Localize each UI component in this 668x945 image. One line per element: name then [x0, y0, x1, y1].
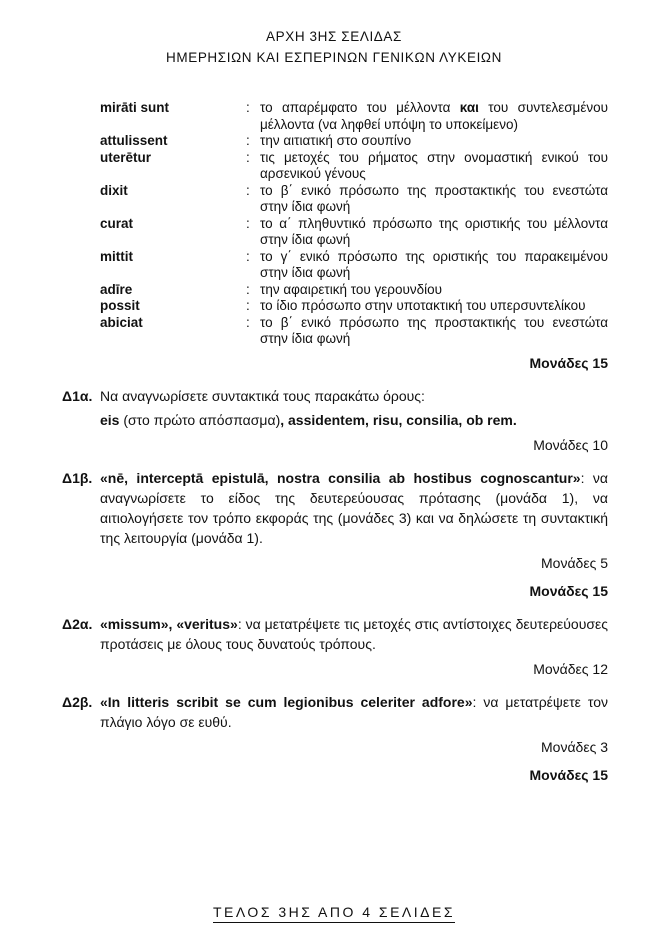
vocab-row	[100, 100, 608, 133]
text-segment: του συντελεσμένου μέλλοντα (να ληφθεί υπόψη το υποκείμενο)	[260, 100, 608, 132]
vocab-row	[100, 298, 608, 315]
text-segment: «veritus»	[176, 615, 238, 632]
vocab-list	[100, 100, 608, 348]
section-points	[62, 437, 608, 453]
points-line: Μονάδες 5	[541, 554, 608, 571]
section-body	[100, 614, 608, 654]
vocab-colon: :	[246, 215, 250, 231]
vocab-row	[100, 150, 608, 183]
vocab-term: possit	[100, 298, 140, 313]
vocab-term: curat	[100, 215, 134, 231]
vocab-term: mittit	[100, 248, 133, 264]
text-segment: τις μετοχές του ρήματος στην ονομαστική ενικού του αρσενικού γένους	[260, 149, 608, 181]
text-segment: eis	[100, 411, 120, 428]
text-segment: και	[459, 100, 479, 115]
vocab-points: Μονάδες 15	[529, 354, 608, 371]
vocab-row	[100, 216, 608, 249]
text-segment: την αφαιρετική του γερουνδίου	[260, 281, 443, 297]
text-segment: το ίδιο πρόσωπο στην υποτακτική του υπερσυντελίκου	[260, 298, 586, 313]
section-label: Δ2α.	[62, 615, 93, 632]
vocab-row	[100, 249, 608, 282]
vocab-definition	[260, 100, 608, 133]
text-segment: «nē, interceptā epistulā, nostra consilia ab hostibus cognoscantur»	[100, 469, 581, 486]
exam-section	[62, 386, 608, 453]
vocab-definition	[260, 216, 608, 249]
points-line: Μονάδες 10	[533, 436, 608, 453]
vocab-row	[100, 282, 608, 299]
vocab-definition	[260, 315, 608, 348]
text-segment: , assidentem, risu, consilia, ob rem.	[280, 411, 517, 428]
section-body-row	[62, 468, 608, 548]
points-line: Μονάδες 3	[541, 738, 608, 755]
section-body-row	[62, 614, 608, 654]
vocab-colon: :	[246, 149, 250, 165]
text-segment: το α΄ πληθυντικό πρόσωπο της οριστικής του μέλλοντα στην ίδια φωνή	[260, 215, 608, 247]
exam-section	[62, 468, 608, 599]
vocab-term: attulissent	[100, 133, 168, 148]
vocab-definition	[260, 133, 608, 150]
section-points	[62, 739, 608, 783]
exam-section	[62, 614, 608, 677]
section-label: Δ2β.	[62, 693, 93, 710]
text-segment: το γ΄ ενικό πρόσωπο της οριστικής του παρακειμένου στην ίδια φωνή	[260, 248, 608, 280]
vocab-definition	[260, 150, 608, 183]
section-paragraph	[100, 614, 608, 654]
points-line: Μονάδες 15	[529, 582, 608, 599]
section-body-row	[62, 692, 608, 732]
section-paragraph	[100, 386, 608, 406]
exam-section	[62, 692, 608, 783]
section-label: Δ1β.	[62, 469, 93, 486]
footer-text: ΤΕΛΟΣ 3ΗΣ ΑΠΟ 4 ΣΕΛΙΔΕΣ	[213, 904, 455, 923]
vocab-term: abiciat	[100, 314, 143, 330]
points-line: Μονάδες 15	[529, 766, 608, 783]
section-paragraph	[100, 468, 608, 548]
header-line-2: ΗΜΕΡΗΣΙΩΝ ΚΑΙ ΕΣΠΕΡΙΝΩΝ ΓΕΝΙΚΩΝ ΛΥΚΕΙΩΝ	[166, 50, 502, 65]
page-footer	[0, 904, 668, 923]
text-segment: (στο πρώτο απόσπασμα)	[119, 411, 281, 428]
vocab-row	[100, 133, 608, 150]
vocab-definition	[260, 249, 608, 282]
text-segment: «missum»,	[100, 615, 173, 632]
points-line: Μονάδες 12	[533, 660, 608, 677]
section-body	[100, 692, 608, 732]
text-segment: «In litteris scribit se cum legionibus celeriter adfore»	[100, 693, 473, 710]
header-line-1: ΑΡΧΗ 3ΗΣ ΣΕΛΙΔΑΣ	[266, 29, 402, 44]
vocab-row	[100, 315, 608, 348]
section-paragraph	[100, 410, 608, 430]
section-points	[62, 555, 608, 599]
vocab-definition	[260, 183, 608, 216]
vocab-colon: :	[246, 298, 250, 313]
vocab-colon: :	[246, 100, 250, 115]
exam-sections	[62, 386, 608, 783]
page-header	[0, 0, 668, 68]
vocab-colon: :	[246, 281, 250, 297]
vocab-term: dixit	[100, 182, 128, 198]
text-segment: : να μετατρέψετε τον πλάγιο λόγο σε ευθύ.	[100, 693, 608, 730]
vocab-colon: :	[246, 248, 250, 264]
vocab-term: uterētur	[100, 149, 152, 165]
section-points	[62, 661, 608, 677]
vocab-colon: :	[246, 133, 250, 148]
text-segment: : να μετατρέψετε τις μετοχές στις αντίστοιχες δευτερεύουσες προτάσεις με όλους τους δυνατούς τρόπους.	[100, 615, 609, 652]
section-body-row	[62, 386, 608, 430]
section-paragraph	[100, 692, 608, 732]
text-segment: Να αναγνωρίσετε συντακτικά τους παρακάτω όρους:	[100, 387, 425, 404]
text-segment: το β΄ ενικό πρόσωπο της προστακτικής του ενεστώτα στην ίδια φωνή	[260, 314, 608, 346]
vocab-term: adīre	[100, 281, 133, 297]
vocab-term: mirāti sunt	[100, 100, 170, 115]
vocab-colon: :	[246, 314, 250, 330]
vocab-row	[100, 183, 608, 216]
text-segment: την αιτιατική στο σουπίνο	[260, 133, 412, 148]
section-body	[100, 386, 608, 430]
vocab-definition	[260, 298, 608, 315]
section-body	[100, 468, 608, 548]
text-segment: το απαρέμφατο του μέλλοντα	[260, 100, 460, 115]
section-label: Δ1α.	[62, 387, 93, 404]
vocab-definition	[260, 282, 608, 299]
text-segment: : να αναγνωρίσετε το είδος της δευτερεύουσας πρότασης (μονάδα 1), να αιτιολογήσετε τον τρόπο εκφοράς της (μονάδες 3) και να δηλώσετε τη συντακτική της λειτουργία (μονάδα 1).	[100, 469, 608, 546]
text-segment: το β΄ ενικό πρόσωπο της προστακτικής του ενεστώτα στην ίδια φωνή	[260, 182, 608, 214]
vocab-colon: :	[246, 182, 250, 198]
